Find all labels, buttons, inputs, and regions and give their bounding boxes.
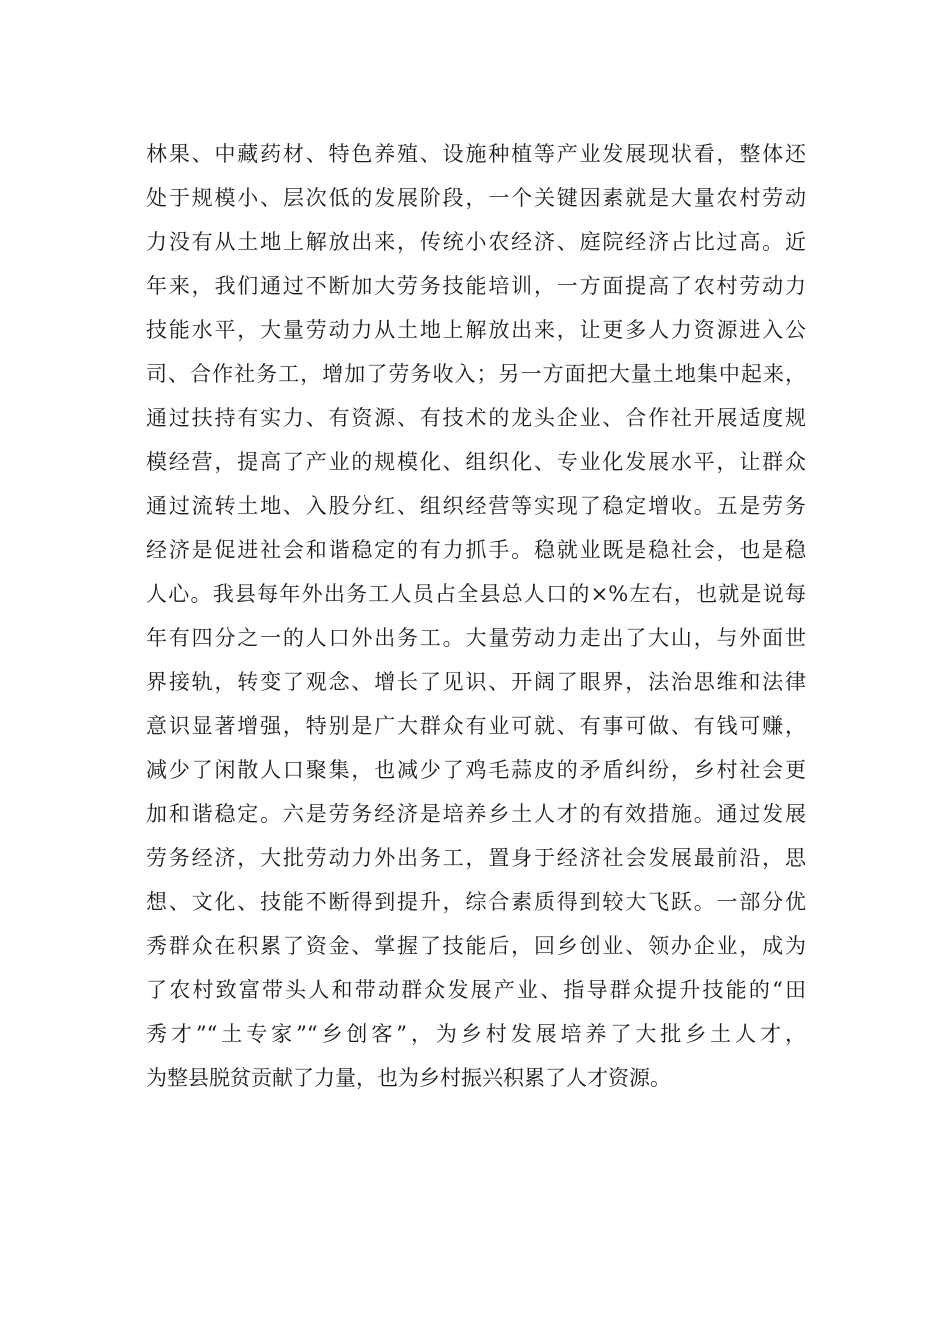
text-line: 了农村致富带头人和带动群众发展产业、指导群众提升技能的“田 (146, 978, 806, 1002)
text-line: 为整县脱贫贡献了力量，也为乡村振兴积累了人才资源。 (146, 1066, 671, 1090)
text-line: 模经营，提高了产业的规模化、组织化、专业化发展水平，让群众 (146, 450, 806, 474)
text-line: 秀群众在积累了资金、掌握了技能后，回乡创业、领办企业，成为 (146, 934, 806, 958)
text-line: 林果、中藏药材、特色养殖、设施种植等产业发展现状看，整体还 (146, 142, 806, 166)
text-line: 加和谐稳定。六是劳务经济是培养乡土人才的有效措施。通过发展 (146, 802, 806, 826)
text-line: 年来，我们通过不断加大劳务技能培训，一方面提高了农村劳动力 (146, 274, 806, 298)
text-line: 年有四分之一的人口外出务工。大量劳动力走出了大山，与外面世 (146, 626, 806, 650)
body-paragraph (146, 132, 806, 1100)
text-line: 通过扶持有实力、有资源、有技术的龙头企业、合作社开展适度规 (146, 406, 806, 430)
text-line: 秀才”“土专家”“乡创客”，为乡村发展培养了大批乡土人才， (146, 1022, 806, 1046)
text-line: 通过流转土地、入股分红、组织经营等实现了稳定增收。五是劳务 (146, 494, 806, 518)
text-line: 力没有从土地上解放出来，传统小农经济、庭院经济占比过高。近 (146, 230, 806, 254)
text-line: 经济是促进社会和谐稳定的有力抓手。稳就业既是稳社会，也是稳 (146, 538, 806, 562)
text-line: 处于规模小、层次低的发展阶段，一个关键因素就是大量农村劳动 (146, 186, 806, 210)
text-line: 界接轨，转变了观念、增长了见识、开阔了眼界，法治思维和法律 (146, 670, 806, 694)
text-line: 减少了闲散人口聚集，也减少了鸡毛蒜皮的矛盾纠纷，乡村社会更 (146, 758, 806, 782)
text-line: 意识显著增强，特别是广大群众有业可就、有事可做、有钱可赚， (146, 714, 806, 738)
text-line: 人心。我县每年外出务工人员占全县总人口的×%左右，也就是说每 (146, 582, 806, 606)
text-line: 劳务经济，大批劳动力外出务工，置身于经济社会发展最前沿，思 (146, 846, 806, 870)
text-line: 想、文化、技能不断得到提升，综合素质得到较大飞跃。一部分优 (146, 890, 806, 914)
text-line: 技能水平，大量劳动力从土地上解放出来，让更多人力资源进入公 (146, 318, 806, 342)
text-line: 司、合作社务工，增加了劳务收入；另一方面把大量土地集中起来， (146, 362, 806, 386)
